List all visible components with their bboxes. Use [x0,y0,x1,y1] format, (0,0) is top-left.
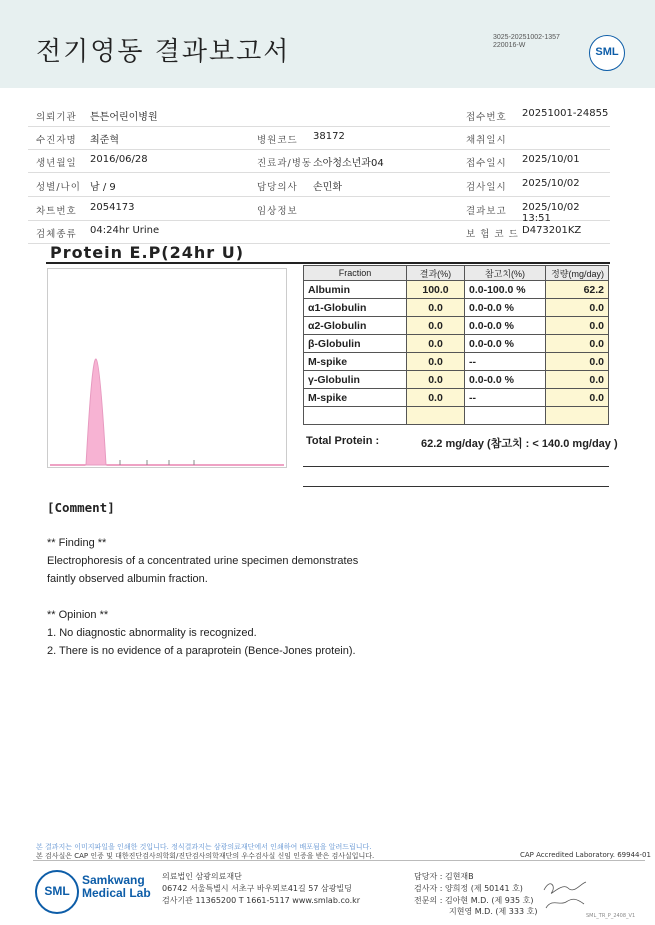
cell-ref: 0.0-100.0 % [465,281,546,299]
table-row [304,335,609,353]
cap-accreditation: CAP Accredited Laboratory. 69944-01 [520,851,651,859]
cell-qty: 62.2 [546,281,609,299]
lab-address: 06742 서울특별시 서초구 바우뫼로41길 57 삼광빌딩 [162,884,352,893]
info-value: 2025/10/02 13:51 [522,202,580,224]
report-title: 전기영동 결과보고서 [36,37,291,67]
cell-qty: 0.0 [546,335,609,353]
info-label: 생년월일 [36,158,77,169]
staff-tester: 검사자 : 양희정 (제 50141 호) [414,884,523,893]
staff-specialist-1: 전문의 : 김아현 M.D. (제 935 호) [414,896,534,905]
cell-qty [546,407,609,425]
info-value: 소아청소년과04 [313,158,384,169]
cell-ref: 0.0-0.0 % [465,299,546,317]
finding-line-1: Electrophoresis of a concentrated urine specimen demonstrates [47,555,359,567]
info-label: 진료과/병동 [257,158,313,169]
title-divider [46,262,610,264]
test-title: Protein E.P(24hr U) [50,243,245,262]
info-row [28,126,610,150]
cell-fraction: M-spike [304,353,407,371]
document-id-line-1: 3025-20251002-1357 [493,34,560,41]
underline-1 [303,466,609,467]
electrophoresis-graph [47,268,287,468]
cell-qty: 0.0 [546,299,609,317]
opinion-heading: ** Opinion ** [47,609,109,621]
finding-heading: ** Finding ** [47,537,107,549]
cell-fraction: α1-Globulin [304,299,407,317]
cell-fraction: M-spike [304,389,407,407]
total-protein-label: Total Protein : [306,435,380,447]
table-row [304,281,609,299]
lab-name-line-2: Medical Lab [82,886,151,900]
finding-line-2: faintly observed albumin fraction. [47,573,208,585]
cell-result: 0.0 [407,353,465,371]
info-row [28,149,610,173]
cell-qty: 0.0 [546,371,609,389]
cell-ref: 0.0-0.0 % [465,317,546,335]
cell-result: 0.0 [407,371,465,389]
cell-result [407,407,465,425]
lab-name-line-1: Samkwang [82,873,145,887]
info-value: 38172 [313,131,345,142]
total-protein-value: 62.2 mg/day (참고치 : < 140.0 mg/day ) [421,438,618,450]
info-label: 접수번호 [466,112,507,123]
cell-fraction: α2-Globulin [304,317,407,335]
info-value: 튼튼어린이병원 [90,112,158,123]
sml-logo-text: SML [595,46,619,58]
comment-heading: [Comment] [47,500,115,515]
signature [540,876,590,912]
header-reference: 참고치(%) [465,266,546,281]
albumin-peak [86,359,106,465]
info-label: 병원코드 [257,135,298,146]
cell-ref: -- [465,389,546,407]
info-label: 수진자명 [36,135,77,146]
cell-ref: 0.0-0.0 % [465,335,546,353]
info-value: 최준혁 [90,135,119,146]
cell-result: 100.0 [407,281,465,299]
total-protein [306,435,618,450]
staff-specialist-2: 지현영 M.D. (제 333 호) [449,907,538,916]
cell-fraction [304,407,407,425]
info-label: 검사일시 [466,182,507,193]
info-label: 결과보고 [466,206,507,217]
sml-logo [589,35,625,71]
info-row [28,197,610,224]
info-label: 담당의사 [257,182,298,193]
info-label: 채취일시 [466,135,507,146]
info-value: 2025/10/02 [522,178,580,189]
info-value: 20251001-24855 [522,108,609,119]
info-row [28,173,610,197]
header-quantity: 정량(mg/day) [546,266,609,281]
accreditation-notice: 본 검사실은 CAP 인증 및 대한진단검사의학회/진단검사의학재단의 우수검사실 신임 인증을 받은 검사실입니다. [36,852,375,860]
cell-fraction: Albumin [304,281,407,299]
electrophoresis-curve [48,269,286,467]
cell-ref [465,407,546,425]
info-label: 검체종류 [36,229,77,240]
document-id [493,34,560,50]
info-label: 접수일시 [466,158,507,169]
cell-fraction: γ-Globulin [304,371,407,389]
lab-name [82,874,151,900]
opinion-line-1: 1. No diagnostic abnormality is recognized. [47,627,257,639]
cell-qty: 0.0 [546,317,609,335]
info-value: D473201KZ [522,225,582,236]
table-row [304,317,609,335]
image-notice: 본 결과지는 이미지파일을 인쇄한 것입니다. 정식결과지는 삼광의료재단에서 인쇄하여 배포됨을 알려드립니다. [36,843,372,851]
cell-result: 0.0 [407,299,465,317]
cell-result: 0.0 [407,389,465,407]
info-value: 2016/06/28 [90,154,148,165]
info-label: 보 험 코 드 [466,229,519,240]
table-row [304,407,609,425]
table-row [304,371,609,389]
cell-result: 0.0 [407,335,465,353]
footer-logo-text: SML [44,884,70,898]
cell-qty: 0.0 [546,353,609,371]
info-value: 손민화 [313,182,342,193]
table-header-row [304,266,609,281]
staff-manager: 담당자 : 김현재B [414,872,474,881]
info-label: 성별/나이 [36,182,81,193]
lab-contact: 검사기관 11365200 T 1661-5117 www.smlab.co.kr [162,896,361,905]
cell-result: 0.0 [407,317,465,335]
cell-ref: 0.0-0.0 % [465,371,546,389]
info-value: 2054173 [90,202,135,213]
info-row [28,103,610,127]
underline-2 [303,486,609,487]
header-fraction: Fraction [304,266,407,281]
fraction-table [303,265,609,425]
table-row [304,353,609,371]
footer-divider [33,860,645,861]
opinion-line-2: 2. There is no evidence of a paraprotein (Bence-Jones protein). [47,645,356,657]
document-id-line-2: 220016-W [493,42,526,49]
table-row [304,389,609,407]
info-label: 의뢰기관 [36,112,77,123]
header-result: 결과(%) [407,266,465,281]
table-row [304,299,609,317]
info-value: 남 / 9 [90,182,116,193]
info-label: 차트번호 [36,206,77,217]
cell-qty: 0.0 [546,389,609,407]
info-row [28,220,610,244]
report-header [0,0,655,88]
info-value: 04:24hr Urine [90,225,160,236]
info-value: 2025/10/01 [522,154,580,165]
form-code: SML_TR_P_2408_V1 [586,913,636,919]
footer-sml-logo [35,870,79,914]
org-name: 의료법인 삼광의료재단 [162,872,242,881]
info-label: 임상정보 [257,206,298,217]
cell-fraction: β-Globulin [304,335,407,353]
cell-ref: -- [465,353,546,371]
